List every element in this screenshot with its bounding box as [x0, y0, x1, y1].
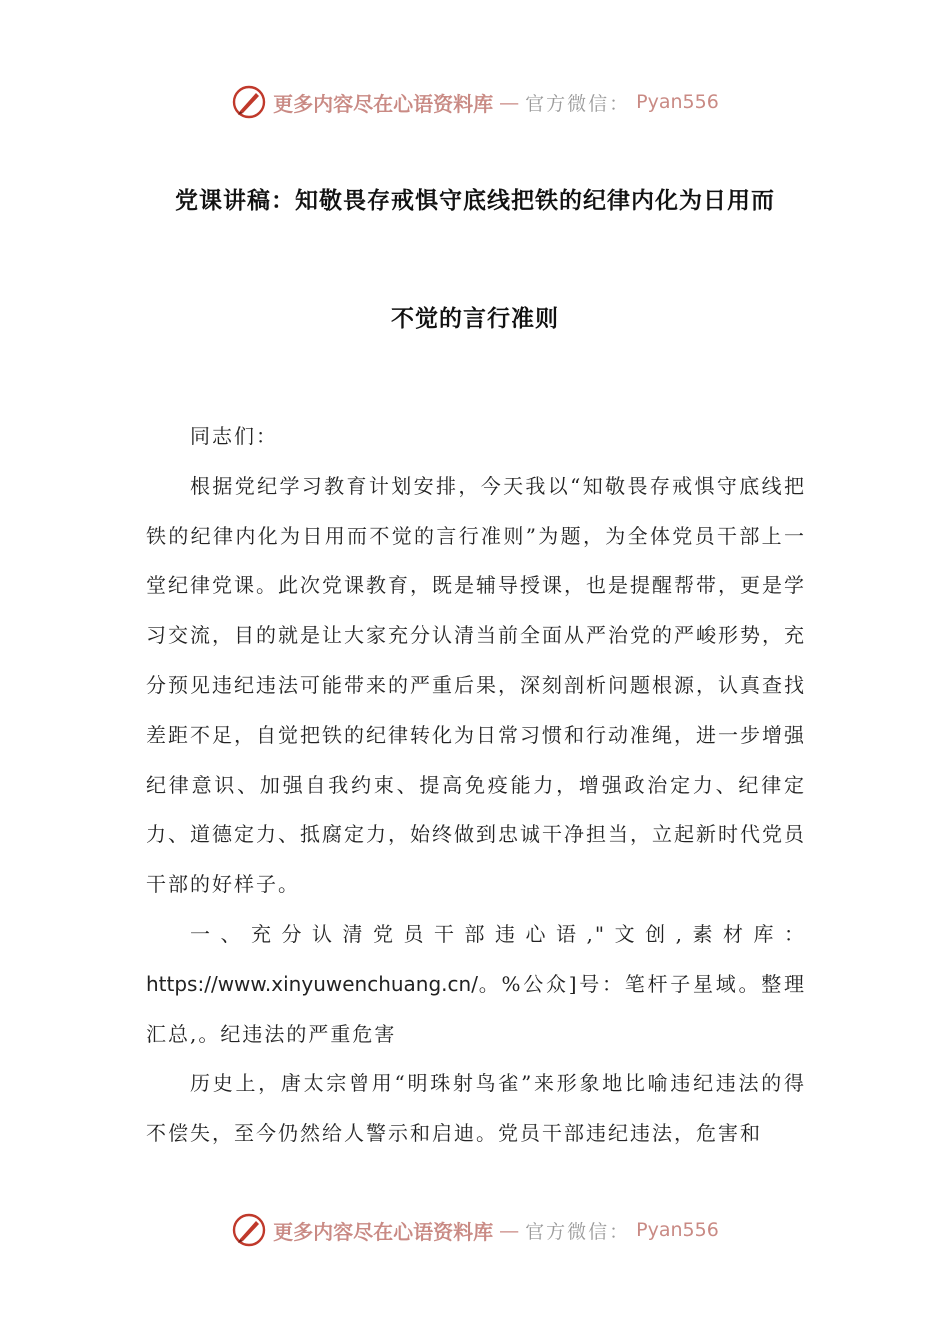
document-title-line-2: 不觉的言行准则: [391, 305, 559, 332]
banner-wechat-label: 官方微信：: [525, 92, 631, 115]
document-body: [146, 412, 806, 1159]
pen-logo-icon: [231, 1212, 267, 1248]
banner-dash: —: [499, 1218, 520, 1242]
banner-main-text: 更多内容尽在心语资料库: [273, 91, 494, 116]
banner-wechat-label: 官方微信：: [525, 1220, 631, 1243]
header-watermark-banner: [0, 82, 950, 122]
paragraph-intro: 根据党纪学习教育计划安排，今天我以“知敬畏存戒惧守底线把铁的纪律内化为日用而不觉的言行准则”为题，为全体党员干部上一堂纪律党课。此次党课教育，既是辅导授课，也是提醒帮带，更是学习交流，目的就是让大家充分认清当前全面从严治党的严峻形势，充分预见违纪违法可能带来的严重后果，深刻剖析问题根源，认真查找差距不足，自觉把铁的纪律转化为日常习惯和行动准绳，进一步增强纪律意识、加强自我约束、提高免疫能力，增强政治定力、纪律定力、道德定力、抵腐定力，始终做到忠诚干净担当，立起新时代党员干部的好样子。: [146, 473, 806, 897]
banner-main-text: 更多内容尽在心语资料库: [273, 1219, 494, 1244]
salutation: 同志们：: [190, 424, 278, 448]
document-title-line-1: 党课讲稿：知敬畏存戒惧守底线把铁的纪律内化为日用而: [175, 187, 775, 214]
section1-prefix: 一、充分认清党员干部违心语,"文创,素材库：: [190, 921, 806, 946]
section-heading-1: [146, 910, 806, 1059]
section1-suffix: 。%公众]号：笔杆子星域。整理汇总,。纪违法的严重危害: [146, 971, 806, 1046]
pen-logo-icon: [231, 84, 267, 120]
footer-watermark-banner: [0, 1210, 950, 1250]
paragraph-history: 历史上，唐太宗曾用“明珠射鸟雀”来形象地比喻违纪违法的得不偿失，至今仍然给人警示和启迪。党员干部违纪违法，危害和: [146, 1071, 806, 1146]
banner-wechat-id: Pyan556: [636, 1219, 719, 1241]
banner-dash: —: [499, 90, 520, 114]
section1-url: https://www.xinyuwenchuang.cn/: [146, 971, 478, 996]
banner-wechat-id: Pyan556: [636, 91, 719, 113]
